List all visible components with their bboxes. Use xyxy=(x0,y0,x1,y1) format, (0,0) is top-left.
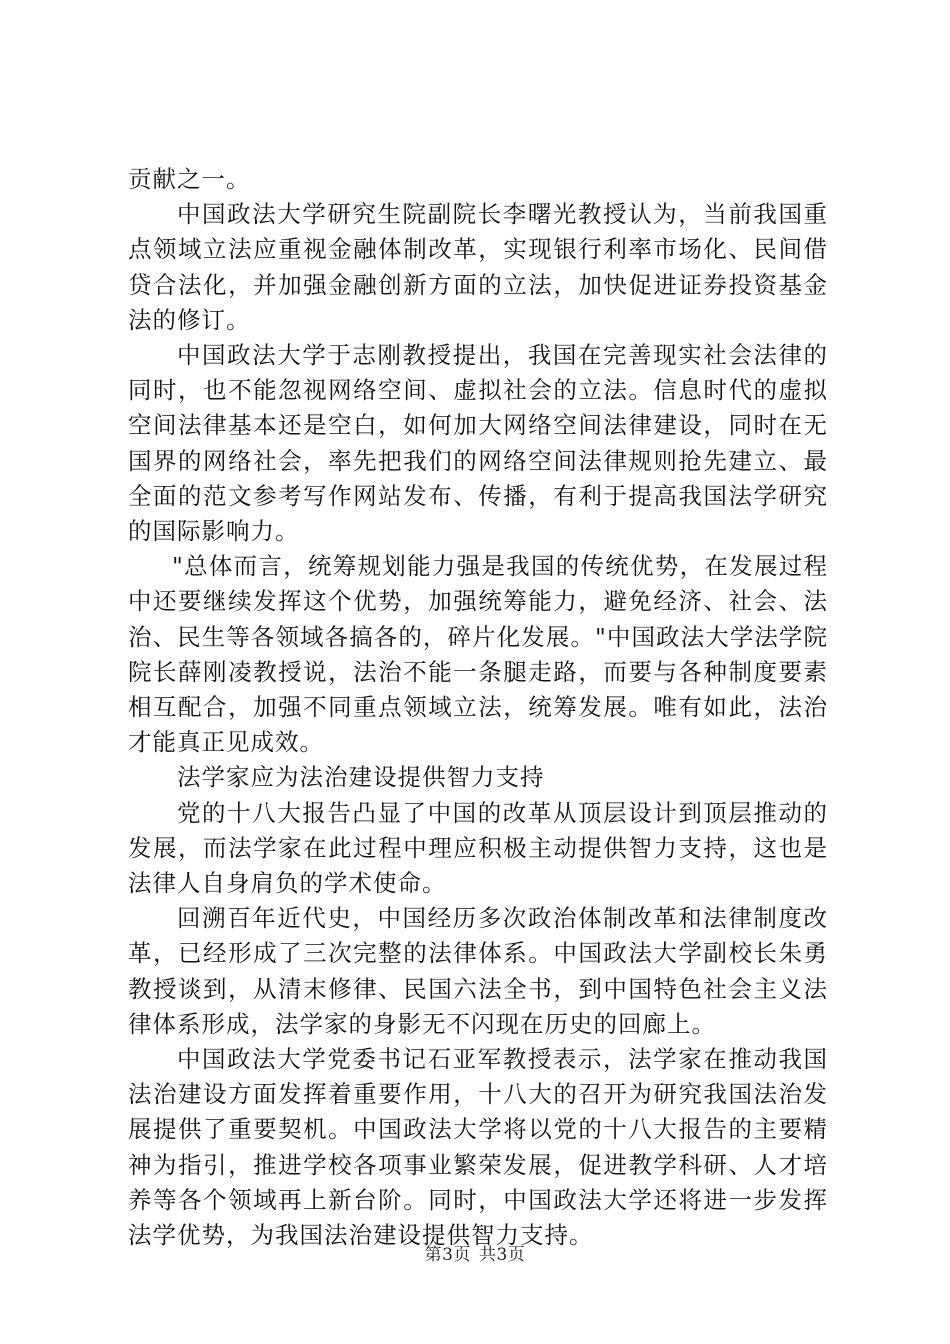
page-number: 第3页 xyxy=(424,1245,471,1265)
paragraph-4: "总体而言，统筹规划能力强是我国的传统优势，在发展过程中还要继续发挥这个优势，加强统筹能力，避免经济、社会、法治、民生等各领域各搞各的，碎片化发展。"中国政法大学法学院院长薛刚凌教授说，法治不能一条腿走路，而要与各种制度要素相互配合，加强不同重点领域立法，统筹发展。唯有如此，法治才能真正见成效。 xyxy=(128,552,828,757)
paragraph-1: 贡献之一。 xyxy=(128,165,251,193)
section-heading: 法学家应为法治建设提供智力支持 xyxy=(177,763,545,792)
paragraph-6: 回溯百年近代史，中国经历多次政治体制改革和法律制度改革，已经形成了三次完整的法律体系。中国政法大学副校长朱勇教授谈到，从清末修律、民国六法全书，到中国特色社会主义法律体系形成，法学家的身影无不闪现在历史的回廊上。 xyxy=(128,904,828,1038)
page-footer xyxy=(0,1244,950,1266)
page-total: 共3页 xyxy=(479,1245,526,1265)
document-body xyxy=(128,162,828,1253)
paragraph-7: 中国政法大学党委书记石亚军教授表示，法学家在推动我国法治建设方面发挥着重要作用，十八大的召开为研究我国法治发展提供了重要契机。中国政法大学将以党的十八大报告的主要精神为指引，推进学校各项事业繁荣发展，促进教学科研、人才培养等各个领域再上新台阶。同时，中国政法大学还将进一步发挥法学优势，为我国法治建设提供智力支持。 xyxy=(128,1045,828,1250)
paragraph-3: 中国政法大学于志刚教授提出，我国在完善现实社会法律的同时，也不能忽视网络空间、虚拟社会的立法。信息时代的虚拟空间法律基本还是空白，如何加大网络空间法律建设，同时在无国界的网络社会，率先把我们的网络空间法律规则抢先建立、最全面的范文参考写作网站发布、传播，有利于提高我国法学研究的国际影响力。 xyxy=(128,341,828,546)
paragraph-5: 党的十八大报告凸显了中国的改革从顶层设计到顶层推动的发展，而法学家在此过程中理应积极主动提供智力支持，这也是法律人自身肩负的学术使命。 xyxy=(128,798,828,898)
paragraph-2: 中国政法大学研究生院副院长李曙光教授认为，当前我国重点领域立法应重视金融体制改革，实现银行利率市场化、民间借贷合法化，并加强金融创新方面的立法，加快促进证券投资基金法的修订。 xyxy=(128,200,828,334)
